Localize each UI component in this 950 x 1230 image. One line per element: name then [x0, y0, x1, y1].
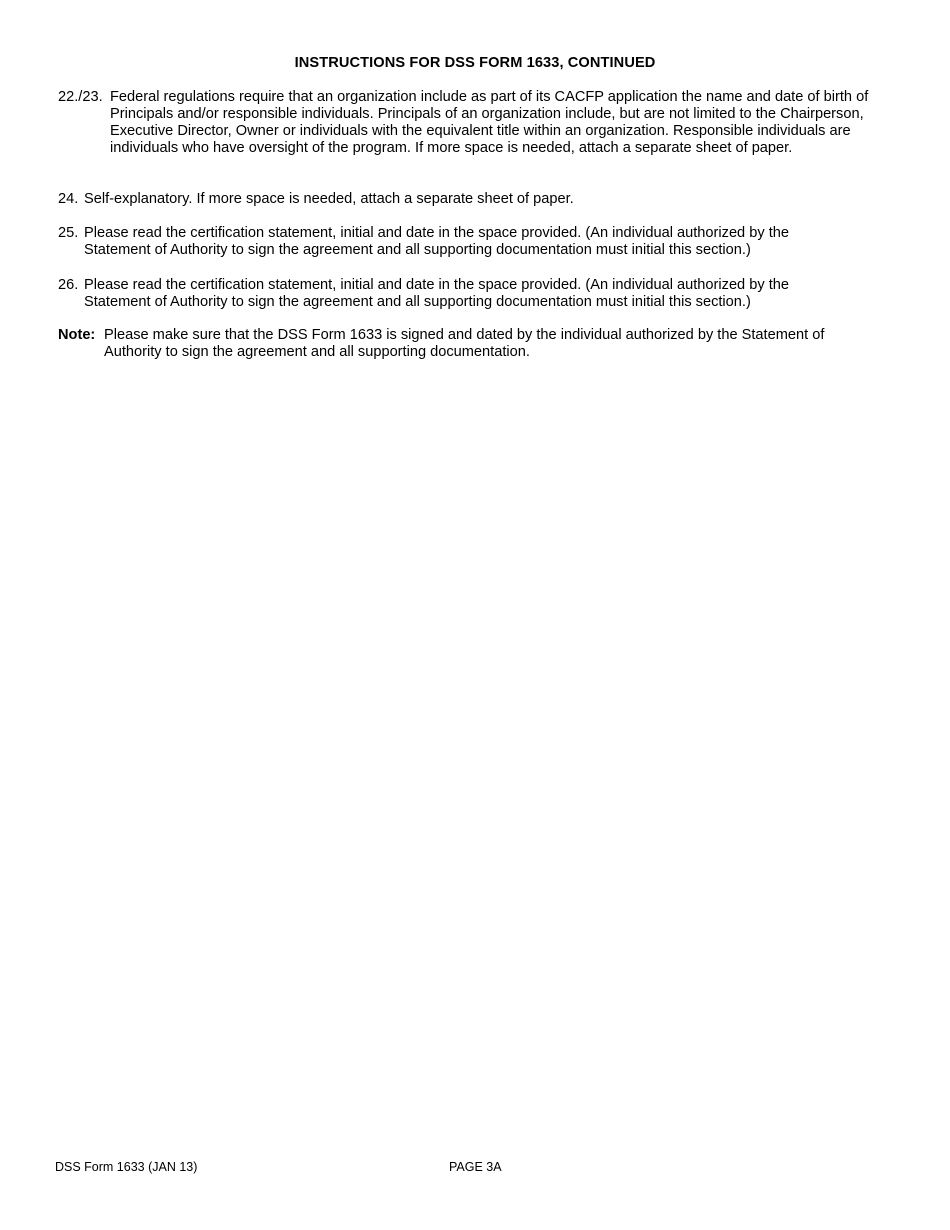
item-number: 22./23. — [58, 89, 103, 105]
instruction-item-26 — [58, 277, 858, 311]
instruction-item-24 — [58, 191, 892, 208]
item-text: Self-explanatory. If more space is needed, attach a separate sheet of paper. — [84, 191, 574, 207]
item-number: 24. — [58, 191, 79, 207]
page-title: INSTRUCTIONS FOR DSS FORM 1633, CONTINUED — [294, 55, 656, 71]
note-label: Note: — [58, 327, 96, 343]
item-number: 26. — [58, 277, 79, 293]
item-number: 25. — [58, 225, 79, 241]
item-text: Federal regulations require that an organization include as part of its CACFP application the name and date of birth of Principals and/or responsible individuals. Principals of an organization include, but are not limited to the Chairperson, Executive Director, Owner or individuals with the equivalent title within an organization. Responsible individuals are individuals who have oversight of the program. If more space is needed, attach a separate sheet of paper. — [110, 89, 869, 156]
note-paragraph — [58, 327, 878, 361]
item-text: Please read the certification statement, initial and date in the space provided. (An individual authorized by the Statement of Authority to sign the agreement and all supporting documentation must initial this section.) — [84, 277, 789, 310]
instruction-item-25 — [58, 225, 858, 259]
note-text: Please make sure that the DSS Form 1633 is signed and dated by the individual authorized by the Statement of Authority to sign the agreement and all supporting documentation. — [104, 327, 825, 360]
footer-form-id: DSS Form 1633 (JAN 13) — [55, 1160, 198, 1174]
footer-page-number: PAGE 3A — [449, 1160, 502, 1174]
item-text: Please read the certification statement, initial and date in the space provided. (An individual authorized by the Statement of Authority to sign the agreement and all supporting documentation must initial this section.) — [84, 225, 789, 258]
instruction-item-22-23 — [58, 89, 892, 157]
